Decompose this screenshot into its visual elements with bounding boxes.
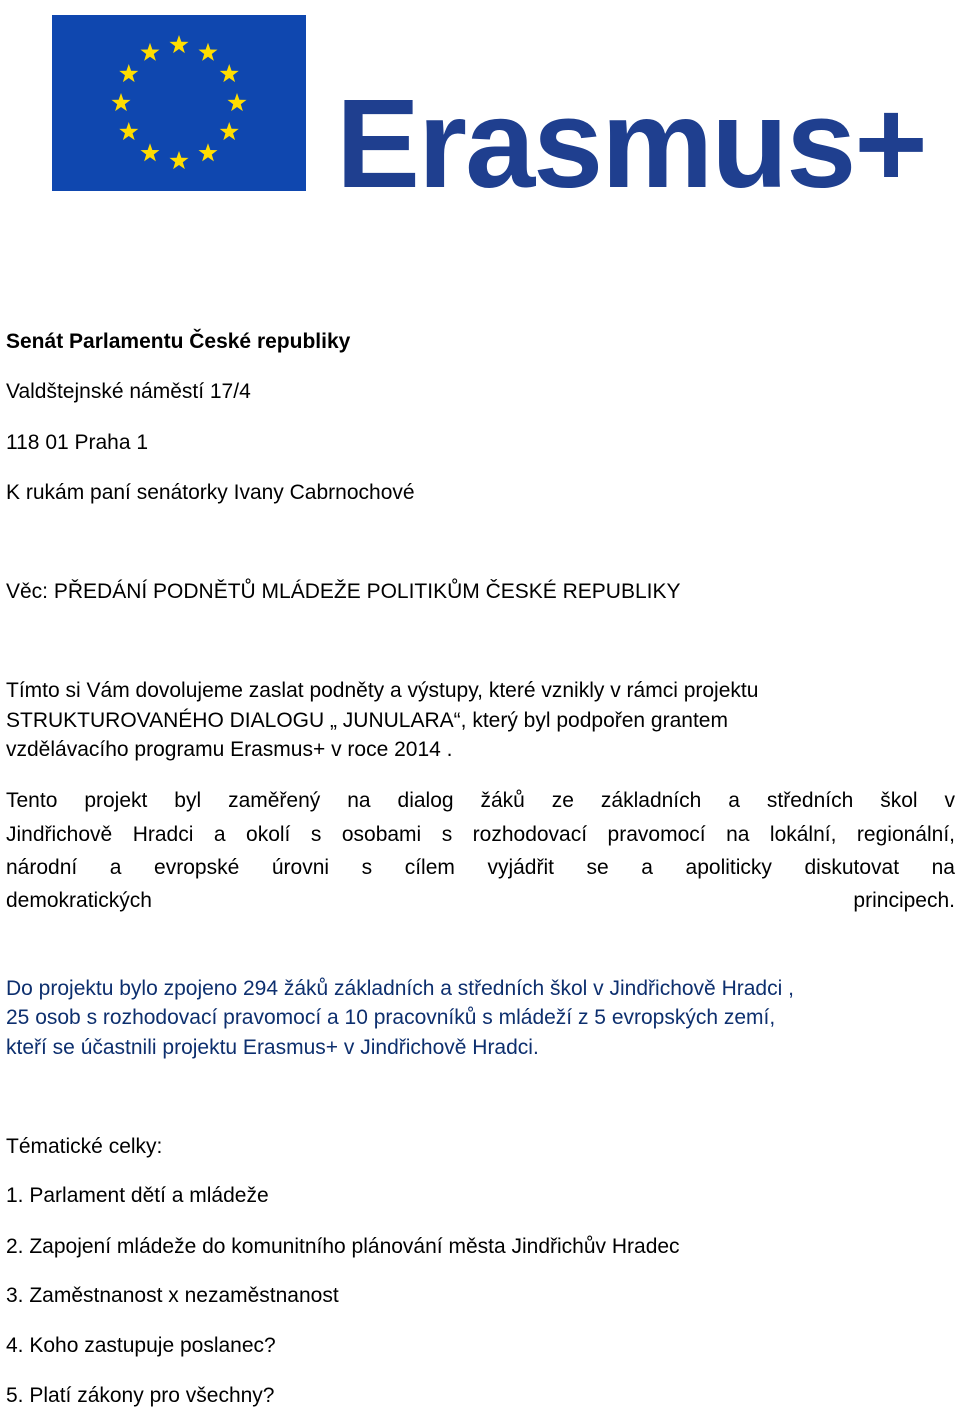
intro-line: vzdělávacího programu Erasmus+ v roce 2014 . [6,738,453,761]
recipient-attention: K rukám paní senátorky Ivany Cabrnochové [6,481,415,504]
description-line: Jindřichově Hradci a okolí s osobami s rozhodovací pravomocí na lokální, regionální, [6,823,955,846]
eu-flag-icon [52,15,306,191]
participants-line: 25 osob s rozhodovací pravomocí a 10 pracovníků s mládeží z 5 evropských zemí, [6,1006,776,1029]
participants-line: kteří se účastnili projektu Erasmus+ v Jindřichově Hradci. [6,1036,539,1059]
intro-line: STRUKTUROVANÉHO DIALOGU „ JUNULARA“, který byl podpořen grantem [6,709,728,732]
topic-item: 3. Zaměstnanost x nezaměstnanost [6,1284,339,1307]
description-line: demokratických principech. [6,889,955,912]
recipient-institution: Senát Parlamentu České republiky [6,330,351,353]
topic-item: 2. Zapojení mládeže do komunitního plánování města Jindřichův Hradec [6,1235,680,1258]
recipient-street: Valdštejnské náměstí 17/4 [6,380,251,403]
recipient-city: 118 01 Praha 1 [6,431,149,454]
description-line: Tento projekt byl zaměřený na dialog žáků ze základních a středních škol v [6,789,955,812]
intro-line: Tímto si Vám dovolujeme zaslat podněty a výstupy, které vznikly v rámci projektu [6,679,759,702]
topic-item: 1. Parlament dětí a mládeže [6,1184,269,1207]
topic-item: 5. Platí zákony pro všechny? [6,1384,275,1407]
topic-item: 4. Koho zastupuje poslanec? [6,1334,276,1357]
topics-heading: Tématické celky: [6,1135,163,1158]
letter-subject: Věc: PŘEDÁNÍ PODNĚTŮ MLÁDEŽE POLITIKŮM ČESKÉ REPUBLIKY [6,580,681,603]
erasmus-logo [52,15,926,214]
description-line: národní a evropské úrovni s cílem vyjádřit se a apoliticky diskutovat na [6,856,955,879]
erasmus-wordmark: Erasmus+ [336,73,926,214]
participants-line: Do projektu bylo zpojeno 294 žáků základních a středních škol v Jindřichově Hradci , [6,977,794,1000]
